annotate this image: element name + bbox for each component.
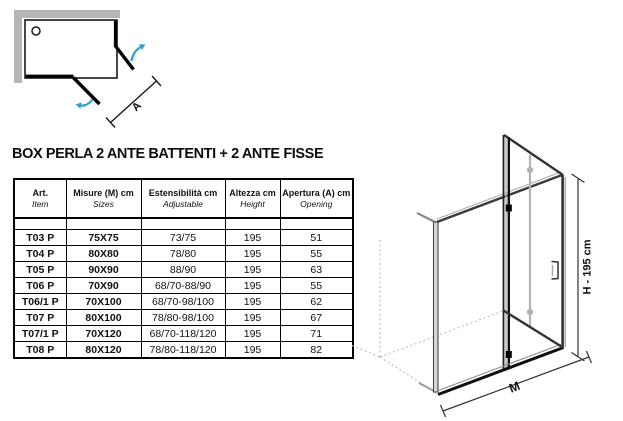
glass-pivot-top bbox=[527, 167, 533, 173]
col-header-estensibilita bbox=[141, 179, 225, 218]
table-cell: T06/1 P bbox=[14, 294, 66, 310]
door-swing-arrow-icon bbox=[76, 100, 93, 109]
table-row bbox=[14, 230, 353, 246]
plan-view-diagram bbox=[0, 0, 180, 140]
front-frame-column bbox=[504, 135, 509, 371]
header-label-it: Art. bbox=[32, 188, 48, 198]
header-label-en: Opening bbox=[300, 199, 333, 209]
table-cell: T03 P bbox=[14, 230, 66, 246]
table-cell: 90X90 bbox=[66, 262, 141, 278]
bottom-rail bbox=[438, 348, 564, 395]
header-label-en: Height bbox=[240, 199, 265, 209]
table-row bbox=[14, 326, 353, 342]
table-cell: 78/80-98/100 bbox=[141, 310, 225, 326]
header-label-en: Sizes bbox=[93, 199, 114, 209]
door-hinge-top bbox=[506, 205, 512, 212]
table-cell: 80X100 bbox=[66, 310, 141, 326]
top-rail bbox=[437, 175, 562, 222]
table-cell: 78/80-118/120 bbox=[141, 342, 225, 359]
table-cell: T04 P bbox=[14, 246, 66, 262]
header-label-it: Altezza cm bbox=[229, 188, 276, 198]
table-cell: 88/90 bbox=[141, 262, 225, 278]
glass-pivot-bottom bbox=[527, 309, 533, 315]
table-cell: 68/70-118/120 bbox=[141, 326, 225, 342]
table-cell: 195 bbox=[225, 262, 280, 278]
page-title: BOX PERLA 2 ANTE BATTENTI + 2 ANTE FISSE bbox=[12, 146, 324, 162]
table-row bbox=[14, 246, 353, 262]
table-cell: 70X90 bbox=[66, 278, 141, 294]
table-cell: 68/70-98/100 bbox=[141, 294, 225, 310]
header-label-en: Adjustable bbox=[163, 199, 203, 209]
table-cell: 195 bbox=[225, 246, 280, 262]
perspective-view-diagram bbox=[340, 128, 623, 421]
table-cell: 67 bbox=[280, 310, 353, 326]
opening-dimension-label: A bbox=[129, 99, 144, 114]
col-header-altezza bbox=[225, 179, 280, 218]
tray-dashed-lines bbox=[352, 240, 503, 393]
table-cell: T08 P bbox=[14, 342, 66, 359]
table-cell: 73/75 bbox=[141, 230, 225, 246]
header-label-en: Item bbox=[31, 199, 49, 209]
table-row bbox=[14, 342, 353, 359]
width-dimension-label: M bbox=[507, 378, 522, 396]
table-cell: T07 P bbox=[14, 310, 66, 326]
table-cell: 80X120 bbox=[66, 342, 141, 359]
door-handle bbox=[552, 262, 559, 280]
table-row bbox=[14, 294, 353, 310]
table-cell: 82 bbox=[280, 342, 353, 359]
table-row bbox=[14, 262, 353, 278]
right-edge-column bbox=[563, 175, 566, 348]
table-cell: 51 bbox=[280, 230, 353, 246]
table-cell: 195 bbox=[225, 230, 280, 246]
table-cell: T05 P bbox=[14, 262, 66, 278]
top-rail-highlight bbox=[437, 172, 561, 219]
table-row bbox=[14, 278, 353, 294]
col-header-misure bbox=[66, 179, 141, 218]
table-cell: T07/1 P bbox=[14, 326, 66, 342]
table-row bbox=[14, 310, 353, 326]
open-door-bottom bbox=[73, 78, 99, 105]
table-cell: 68/70-88/90 bbox=[141, 278, 225, 294]
table-cell: 55 bbox=[280, 246, 353, 262]
table-cell: 195 bbox=[225, 326, 280, 342]
header-label-it: Misure (M) cm bbox=[73, 188, 134, 198]
wall-profile-post bbox=[417, 213, 438, 392]
table-cell: 62 bbox=[280, 294, 353, 310]
table-cell: 63 bbox=[280, 262, 353, 278]
table-cell: 80X80 bbox=[66, 246, 141, 262]
spacer-row bbox=[14, 218, 353, 230]
table-cell: 195 bbox=[225, 310, 280, 326]
table-cell: 78/80 bbox=[141, 246, 225, 262]
door-hinge-bottom bbox=[506, 351, 512, 358]
open-door-right bbox=[116, 47, 133, 70]
height-dimension-label: H - 195 cm bbox=[581, 239, 594, 295]
table-cell: 70X120 bbox=[66, 326, 141, 342]
header-label-it: Estensibilità cm bbox=[148, 188, 218, 198]
table-cell: 55 bbox=[280, 278, 353, 294]
front-top-edge bbox=[504, 135, 563, 175]
table-cell: 195 bbox=[225, 278, 280, 294]
table-cell: 71 bbox=[280, 326, 353, 342]
spec-table bbox=[13, 178, 354, 359]
table-cell: T06 P bbox=[14, 278, 66, 294]
table-cell: 70X100 bbox=[66, 294, 141, 310]
bottom-rail-highlight bbox=[437, 344, 562, 391]
tray-front-edge bbox=[504, 311, 564, 348]
col-header-art bbox=[14, 179, 66, 218]
table-cell: 75X75 bbox=[66, 230, 141, 246]
door-seam bbox=[527, 155, 533, 326]
table-cell: 195 bbox=[225, 294, 280, 310]
door-swing-arrow-icon bbox=[132, 44, 146, 61]
header-label-it: Apertura (A) cm bbox=[282, 188, 351, 198]
table-cell: 195 bbox=[225, 342, 280, 359]
table-header-row bbox=[14, 179, 353, 218]
